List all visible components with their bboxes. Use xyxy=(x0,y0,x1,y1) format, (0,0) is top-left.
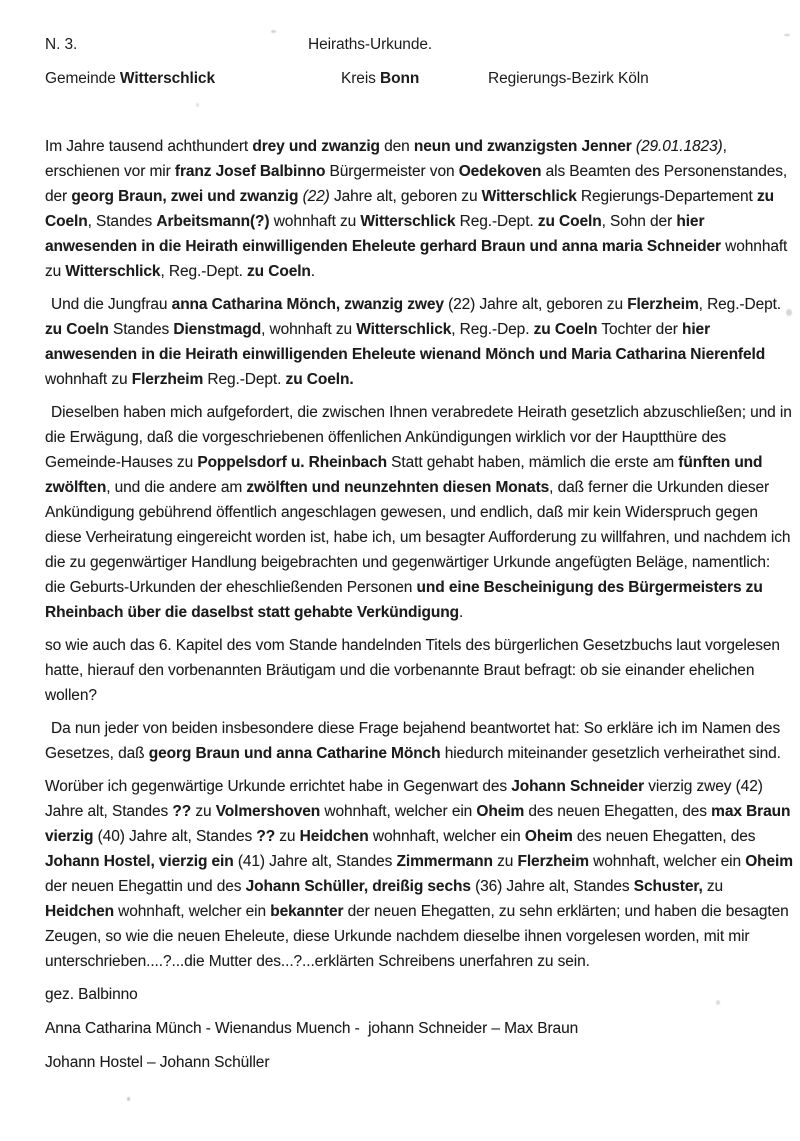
emphasized-text-run: ?? xyxy=(172,803,192,820)
emphasized-text-run: zu Coeln xyxy=(533,321,598,338)
text-run: wohnhaft zu xyxy=(45,238,788,280)
text-run: Worüber ich gegenwärtige Urkunde errichtet habe in Gegenwart des xyxy=(45,778,512,795)
text-run: Im Jahre tausend achthundert xyxy=(45,138,253,155)
signature-line-parties: Anna Catharina Münch - Wienandus Muench - johann Schneider – Max Braun xyxy=(45,1020,579,1037)
emphasized-text-run: Heidchen xyxy=(299,828,369,845)
text-run: , daß ferner die Urkunden dieser Ankündigung gebührend öffentlich angeschlagen gewesen, und endlich, daß mir kein Widerspruch gegen diese Verheiratung eingereicht worden ist, habe ich, um besagter Aufforderung zu willfahren, und nachdem ich die zu gegenwärtiger Handlung beigebrachten und gegenwärtiger Urkunde angefügten Beläge, namentlich: die Geburts-Urkunden der eheschließenden Personen xyxy=(45,479,791,596)
emphasized-text-run: Johann Schüller, dreißig sechs xyxy=(245,878,471,895)
emphasized-text-run: Oheim xyxy=(524,828,573,845)
document-body xyxy=(45,134,793,1075)
emphasized-text-run: Arbeitsmann(?) xyxy=(156,213,270,230)
signature-line-official: gez. Balbinno xyxy=(45,986,138,1003)
text-run: Dieselben haben mich aufgefordert, die zwischen Ihnen verabredete Heirath gesetzlich abzuschließen; und in die Erwägung, daß die vorgeschriebenen öffenlichen Ankündigungen wirklich vor der Hauptthüre des Gemeinde-Hauses zu xyxy=(45,404,792,471)
emphasized-text-run: zu Coeln xyxy=(45,188,774,230)
emphasized-text-run: Johann Hostel, vierzig ein xyxy=(45,853,234,870)
emphasized-text-run: zu Coeln xyxy=(537,213,602,230)
text-run: zu xyxy=(702,878,724,895)
emphasized-text-run: neun und zwanzigsten Jenner xyxy=(413,138,632,155)
kreis-field xyxy=(341,70,419,88)
text-run: , wohnhaft zu xyxy=(261,321,357,338)
emphasized-text-run: Johann Schneider xyxy=(511,778,644,795)
text-run: (22) xyxy=(302,188,330,205)
emphasized-text-run: Witterschlick xyxy=(481,188,577,205)
text-run: Reg.-Dept. xyxy=(455,213,538,230)
signature-block xyxy=(45,982,793,1075)
text-run: wohnhaft zu xyxy=(45,371,132,388)
gemeinde-value: Witterschlick xyxy=(119,70,215,87)
text-run: Reg.-Dept. xyxy=(203,371,286,388)
text-run: Regierungs-Departement xyxy=(576,188,757,205)
emphasized-text-run: ?? xyxy=(256,828,276,845)
paragraph-declaration xyxy=(45,716,793,766)
emphasized-text-run: georg Braun und anna Catharine Mönch xyxy=(148,745,441,762)
text-run: , erschienen vor mir xyxy=(45,138,727,180)
text-run: Standes xyxy=(108,321,174,338)
emphasized-text-run: fünften und zwölften xyxy=(45,454,763,496)
scan-artifact xyxy=(786,309,792,316)
emphasized-text-run: Poppelsdorf u. Rheinbach xyxy=(197,454,387,471)
gemeinde-field xyxy=(45,70,215,88)
emphasized-text-run: anna Catharina Mönch, zwanzig zwey xyxy=(171,296,444,313)
text-run: Bürgermeister von xyxy=(325,163,459,180)
document-title: Heiraths-Urkunde. xyxy=(308,36,433,53)
text-run: wohnhaft, welcher ein xyxy=(320,803,477,820)
text-run: , Reg.-Dep. xyxy=(451,321,534,338)
emphasized-text-run: Flerzheim xyxy=(517,853,589,870)
emphasized-text-run: Volmershoven xyxy=(215,803,321,820)
paragraph-announcements xyxy=(45,400,793,625)
document-header xyxy=(45,36,793,58)
text-run: Jahre alt, geboren zu xyxy=(329,188,482,205)
text-run: . xyxy=(459,604,464,621)
scan-artifact xyxy=(127,1097,130,1101)
signature-line-witnesses: Johann Hostel – Johann Schüller xyxy=(45,1054,270,1071)
text-run: wohnhaft, welcher ein xyxy=(588,853,746,870)
text-run: (36) Jahre alt, Standes xyxy=(470,878,634,895)
paragraph-witnesses xyxy=(45,774,793,974)
emphasized-text-run: georg Braun, zwei und zwanzig xyxy=(71,188,299,205)
emphasized-text-run: und eine Bescheinigung des Bürgermeisters zu Rheinbach über die daselbst statt gehabte Verkündigung xyxy=(45,579,763,621)
text-run: wohnhaft, welcher ein xyxy=(368,828,525,845)
text-run: der neuen Ehegatten, zu sehn erklärten; und haben die besagten Zeugen, so wie die neuen Eheleute, diese Urkunde nachdem dieselbe ihnen vorgelesen worden, mit mir unterschrieben....?...die Mutter des...?...erklärten Schreibens unerfahren zu sein. xyxy=(45,903,789,970)
emphasized-text-run: zwölften und neunzehnten diesen Monats xyxy=(246,479,550,496)
emphasized-text-run: drey und zwanzig xyxy=(252,138,380,155)
emphasized-text-run: Oheim xyxy=(745,853,793,870)
emphasized-text-run: franz Josef Balbinno xyxy=(174,163,326,180)
emphasized-text-run: Witterschlick xyxy=(65,263,161,280)
emphasized-text-run: zu Coeln xyxy=(45,321,109,338)
text-run: zu xyxy=(191,803,216,820)
emphasized-text-run: max Braun vierzig xyxy=(45,803,791,845)
text-run: hiedurch miteinander gesetzlich verheirathet sind. xyxy=(440,745,781,762)
emphasized-text-run: Flerzheim xyxy=(131,371,204,388)
text-run: (22) Jahre alt, geboren zu xyxy=(443,296,628,313)
text-run: . xyxy=(310,263,316,280)
text-run: , Sohn der xyxy=(601,213,677,230)
emphasized-text-run: zu Coeln. xyxy=(285,371,354,388)
document-number: N. 3. xyxy=(45,36,78,53)
text-run: des neuen Ehegatten, des xyxy=(524,803,712,820)
text-run: als Beamten des Personenstandes, der xyxy=(45,163,788,205)
scan-artifact xyxy=(784,34,790,36)
regierungsbezirk-field: Regierungs-Bezirk Köln xyxy=(488,70,649,87)
text-run: Statt gehabt haben, mämlich die erste am xyxy=(386,454,679,471)
text-run: , Reg.-Dept. xyxy=(160,263,248,280)
scan-artifact xyxy=(716,1000,720,1005)
paragraph-bride xyxy=(45,292,793,392)
emphasized-text-run: zu Coeln xyxy=(247,263,311,280)
text-run: vierzig zwey (42) Jahre alt, Standes xyxy=(45,778,763,820)
text-run: Da nun jeder von beiden insbesondere diese Frage bejahend beantwortet hat: So erkläre ich im Namen des Gesetzes, daß xyxy=(45,720,781,762)
text-run: (41) Jahre alt, Standes xyxy=(233,853,397,870)
text-run: , Standes xyxy=(87,213,157,230)
emphasized-text-run: Witterschlick xyxy=(360,213,456,230)
scan-artifact xyxy=(196,103,199,107)
text-run: wohnhaft, welcher ein xyxy=(113,903,271,920)
text-run: , Reg.-Dept. xyxy=(698,296,782,313)
text-run: zu xyxy=(275,828,300,845)
document-subheader xyxy=(45,70,793,92)
text-run: zu xyxy=(492,853,518,870)
emphasized-text-run: Dienstmagd xyxy=(173,321,262,338)
kreis-value: Bonn xyxy=(380,70,420,87)
emphasized-text-run: Flerzheim xyxy=(627,296,699,313)
text-run: (29.01.1823) xyxy=(635,138,723,155)
emphasized-text-run: Heidchen xyxy=(45,903,114,920)
text-run: so wie auch das 6. Kapitel des vom Stande handelnden Titels des bürgerlichen Gesetzbuchs laut vorgelesen hatte, hierauf den vorbenannten Bräutigam und die vorbenannte Braut befragt: ob sie einander ehelichen wollen? xyxy=(45,637,780,704)
text-run: Und die Jungfrau xyxy=(51,296,172,313)
gemeinde-label: Gemeinde xyxy=(45,70,120,87)
kreis-label: Kreis xyxy=(341,70,381,87)
text-run: des neuen Ehegatten, des xyxy=(572,828,756,845)
emphasized-text-run: Schuster, xyxy=(633,878,703,895)
emphasized-text-run: bekannter xyxy=(270,903,344,920)
emphasized-text-run: hier anwesenden in die Heirath einwilligenden Eheleute wienand Mönch und Maria Catharina Nierenfeld xyxy=(45,321,766,363)
text-run: , und die andere am xyxy=(106,479,247,496)
emphasized-text-run: Oedekoven xyxy=(458,163,542,180)
text-run: wohnhaft zu xyxy=(269,213,361,230)
emphasized-text-run: hier anwesenden in die Heirath einwilligenden Eheleute gerhard Braun und anna maria Schneider xyxy=(45,213,721,255)
emphasized-text-run: Zimmermann xyxy=(396,853,493,870)
text-run: (40) Jahre alt, Standes xyxy=(93,828,257,845)
emphasized-text-run: Oheim xyxy=(476,803,525,820)
emphasized-text-run: Witterschlick xyxy=(356,321,452,338)
text-run: den xyxy=(379,138,414,155)
text-run: der neuen Ehegattin und des xyxy=(45,878,246,895)
paragraph-civil-code xyxy=(45,633,793,708)
paragraph-groom xyxy=(45,134,793,284)
scan-artifact xyxy=(271,30,276,33)
text-run: Tochter der xyxy=(597,321,682,338)
